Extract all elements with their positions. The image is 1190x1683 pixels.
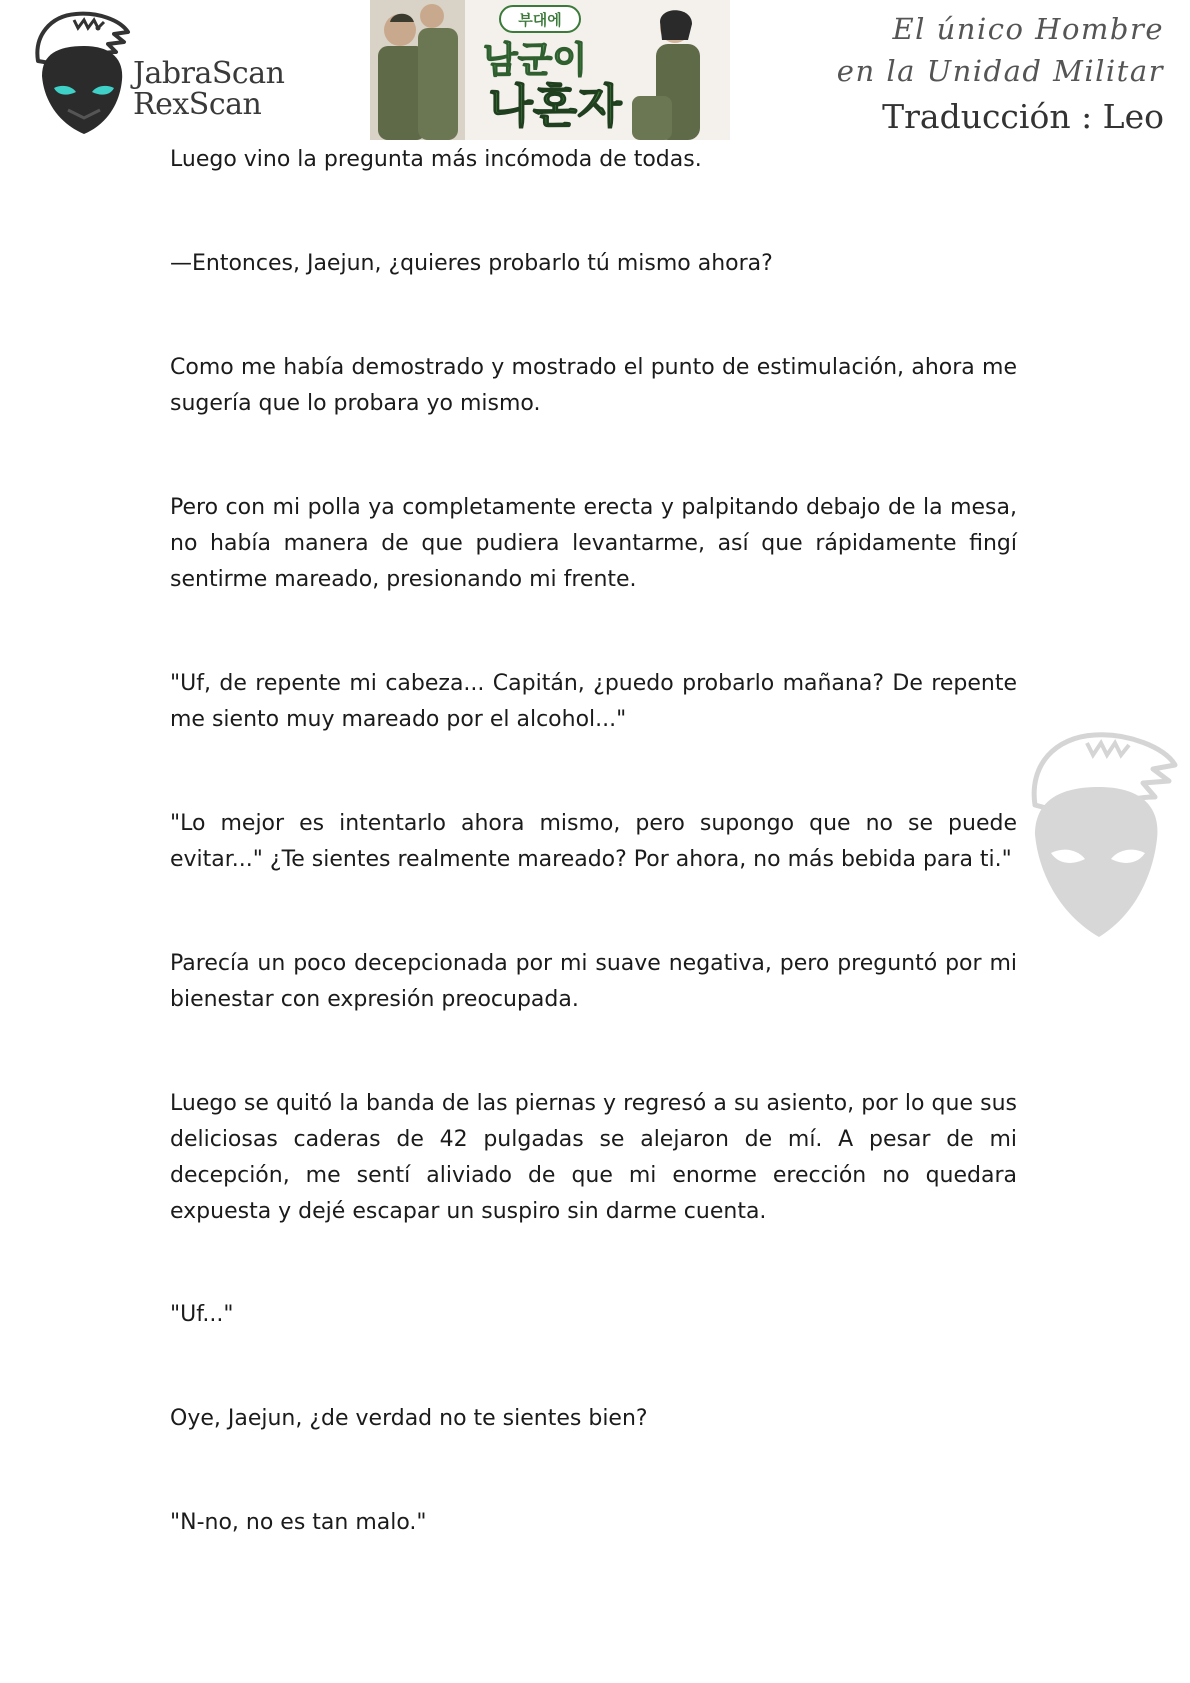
series-title-line1: El único Hombre <box>892 12 1164 46</box>
paragraph: "N-no, no es tan malo." <box>170 1510 427 1535</box>
scanlation-brand <box>133 58 284 120</box>
translation-credits <box>837 8 1164 140</box>
dinosaur-logo-icon <box>28 6 140 138</box>
dinosaur-watermark-icon <box>1015 725 1185 945</box>
paragraph: —Entonces, Jaejun, ¿quieres probarlo tú mismo ahora? <box>170 251 773 276</box>
paragraph: Como me había demostrado y mostrado el punto de estimulación, ahora me sugería que lo probara yo mismo. <box>170 355 1017 416</box>
banner-tag-text: 부대에 <box>518 11 562 29</box>
banner-title-line2: 나혼자 <box>488 79 622 133</box>
paragraph: Oye, Jaejun, ¿de verdad no te sientes bien? <box>170 1406 648 1431</box>
paragraph: Luego se quitó la banda de las piernas y regresó a su asiento, por lo que sus deliciosas caderas de 42 pulgadas se alejaron de mí. A pesar de mi decepción, me sentí aliviado de que mi enorme erección no quedara expuesta y dejé escapar un suspiro sin darme cuenta. <box>170 1091 1017 1224</box>
paragraph: Pero con mi polla ya completamente erecta y palpitando debajo de la mesa, no había manera de que pudiera levantarme, así que rápidamente fingí sentirme mareado, presionando mi frente. <box>170 495 1017 592</box>
brand-name-jabrascan: JabraScan <box>133 56 285 91</box>
paragraph: "Uf, de repente mi cabeza... Capitán, ¿puedo probarlo mañana? De repente me siento muy mareado por el alcohol..." <box>170 671 1017 732</box>
translator-credit: Traducción : Leo <box>882 97 1164 136</box>
paragraph: "Uf..." <box>170 1302 234 1327</box>
brand-name-rexscan: RexScan <box>133 87 262 122</box>
paragraph: Luego vino la pregunta más incómoda de todas. <box>170 147 702 172</box>
page-header <box>0 0 1190 145</box>
series-title-line2: en la Unidad Militar <box>836 54 1164 88</box>
series-cover-banner <box>370 0 730 140</box>
paragraph: Parecía un poco decepcionada por mi suave negativa, pero preguntó por mi bienestar con expresión preocupada. <box>170 951 1017 1012</box>
paragraph: "Lo mejor es intentarlo ahora mismo, pero supongo que no se puede evitar..." ¿Te sientes realmente mareado? Por ahora, no más bebida para ti." <box>170 811 1017 872</box>
banner-title-line1: 남군이 <box>482 40 588 81</box>
